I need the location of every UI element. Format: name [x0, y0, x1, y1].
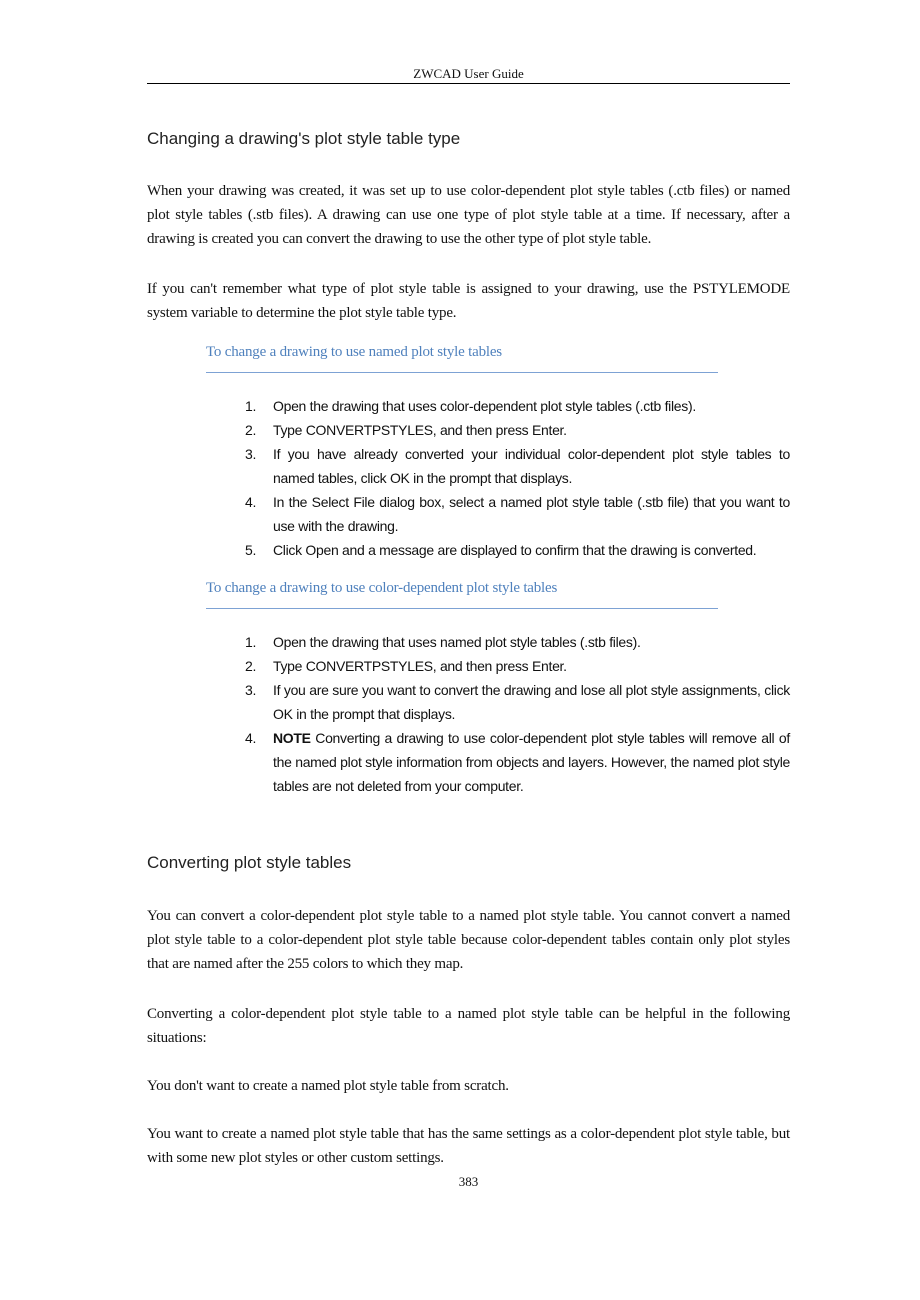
- step-text: Converting a drawing to use color-dependent plot style tables will remove all of the named plot style information from objects and layers. However, the named plot style tables are not deleted from your computer.: [273, 730, 790, 794]
- section-heading: Converting plot style tables: [147, 853, 352, 872]
- procedure-title: To change a drawing to use color-dependent plot style tables: [206, 580, 558, 596]
- step-number: 3.: [245, 682, 257, 698]
- paragraph: When your drawing was created, it was set up to use color-dependent plot style tables (.ctb files) or named plot style tables (.stb files). A drawing can use one type of plot style table at a time. If necessary, after a drawing is created you can convert the drawing to use the other type of plot style table.: [147, 183, 790, 247]
- step-text: Type CONVERTPSTYLES, and then press Enter.: [273, 422, 567, 438]
- step-text: Click Open and a message are displayed to confirm that the drawing is converted.: [273, 542, 757, 558]
- note-label: NOTE: [273, 730, 311, 746]
- step-number: 5.: [245, 542, 257, 558]
- procedure-rule: [206, 608, 718, 609]
- list-item: [245, 538, 790, 562]
- procedure-title: To change a drawing to use named plot style tables: [206, 344, 502, 360]
- procedure-rule: [206, 372, 718, 373]
- running-header: ZWCAD User Guide: [413, 66, 524, 81]
- list-item: [245, 394, 790, 418]
- step-number: 2.: [245, 658, 257, 674]
- step-number: 1.: [245, 398, 257, 414]
- list-item: [245, 418, 790, 442]
- list-item: [245, 654, 790, 678]
- procedure-steps: [245, 630, 790, 798]
- section-heading: Changing a drawing's plot style table type: [147, 129, 461, 148]
- list-item: [245, 678, 790, 726]
- step-number: 4.: [245, 494, 257, 510]
- step-text: Open the drawing that uses color-dependent plot style tables (.ctb files).: [273, 398, 696, 414]
- step-text: Open the drawing that uses named plot style tables (.stb files).: [273, 634, 641, 650]
- step-text: Type CONVERTPSTYLES, and then press Enter.: [273, 658, 567, 674]
- step-number: 4.: [245, 730, 257, 746]
- step-number: 2.: [245, 422, 257, 438]
- paragraph: Converting a color-dependent plot style table to a named plot style table can be helpful in the following situations:: [147, 1006, 790, 1046]
- step-text: In the Select File dialog box, select a named plot style table (.stb file) that you want to use with the drawing.: [273, 494, 790, 534]
- paragraph: If you can't remember what type of plot style table is assigned to your drawing, use the PSTYLEMODE system variable to determine the plot style table type.: [147, 281, 790, 321]
- step-text: If you are sure you want to convert the drawing and lose all plot style assignments, click OK in the prompt that displays.: [273, 682, 790, 722]
- step-text: If you have already converted your individual color-dependent plot style tables to named tables, click OK in the prompt that displays.: [273, 446, 790, 486]
- header-rule: [147, 83, 790, 84]
- paragraph: You don't want to create a named plot style table from scratch.: [147, 1078, 509, 1094]
- page-number: 383: [458, 1174, 479, 1189]
- list-item: [245, 442, 790, 490]
- procedure-steps: [245, 394, 790, 562]
- paragraph: You want to create a named plot style table that has the same settings as a color-dependent plot style table, but with some new plot styles or other custom settings.: [147, 1126, 790, 1166]
- step-number: 1.: [245, 634, 257, 650]
- list-item: [245, 726, 790, 798]
- paragraph: You can convert a color-dependent plot style table to a named plot style table. You cannot convert a named plot style table to a color-dependent plot style table because color-dependent tables contain only plot styles that are named after the 255 colors to which they map.: [147, 908, 790, 972]
- list-item: [245, 490, 790, 538]
- step-number: 3.: [245, 446, 257, 462]
- list-item: [245, 630, 790, 654]
